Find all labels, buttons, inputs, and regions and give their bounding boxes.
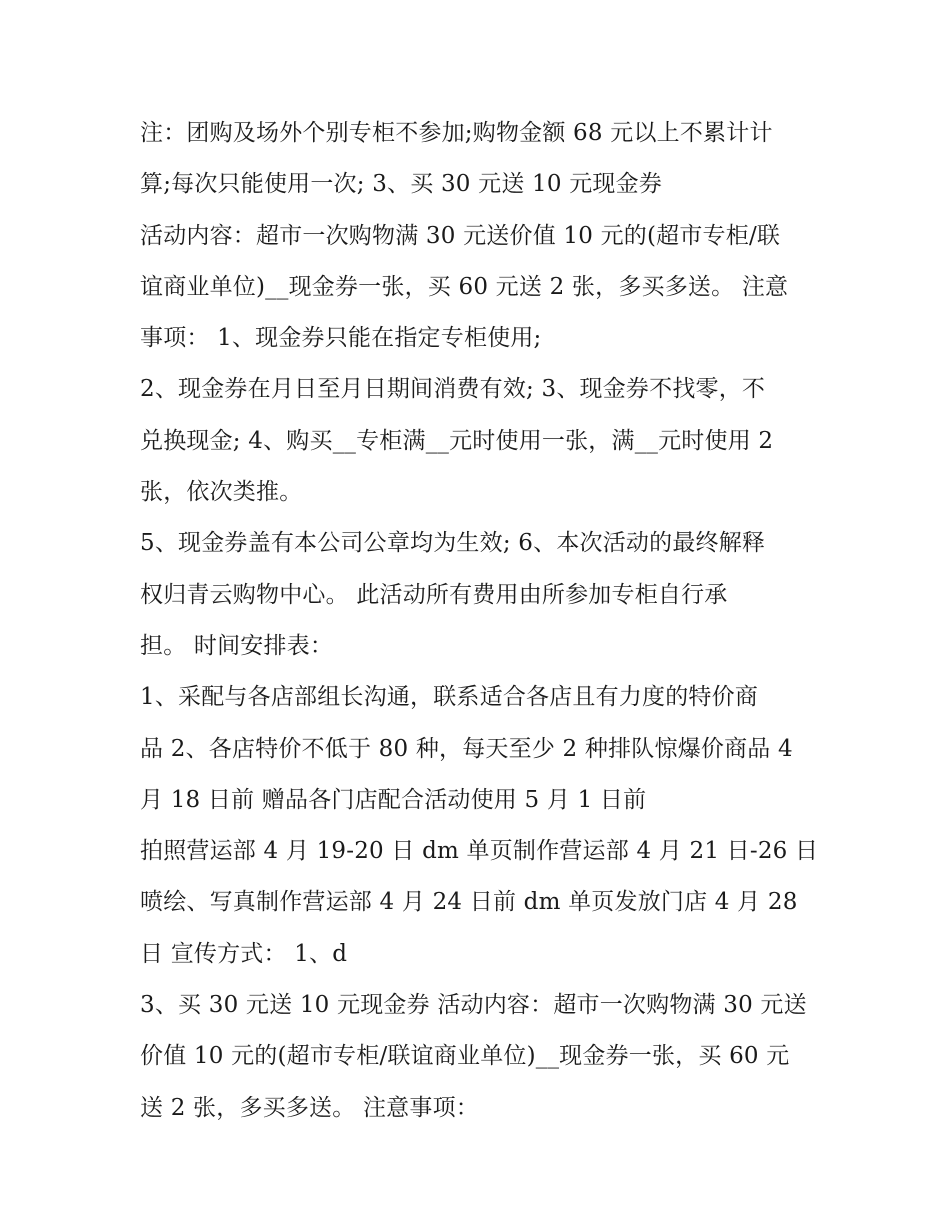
text-line: 张，依次类推。 xyxy=(140,479,303,506)
text-line: 活动内容：超市一次购物满 30 元送价值 10 元的(超市专柜/联 xyxy=(140,222,781,249)
text-line: 拍照营运部 4 月 19-20 日 dm 单页制作营运部 4 月 21 日-26 日 xyxy=(140,838,819,865)
text-line: 喷绘、写真制作营运部 4 月 24 日前 dm 单页发放门店 4 月 28 xyxy=(140,889,798,916)
text-line: 3、买 30 元送 10 元现金券 活动内容：超市一次购物满 30 元送 xyxy=(140,992,807,1019)
text-line: 月 18 日前 赠品各门店配合活动使用 5 月 1 日前 xyxy=(140,786,647,813)
document-body xyxy=(140,108,820,1134)
text-line: 谊商业单位)__现金券一张，买 60 元送 2 张，多买多送。 注意 xyxy=(140,273,789,300)
text-line: 1、采配与各店部组长沟通，联系适合各店且有力度的特价商 xyxy=(140,684,759,711)
text-line: 注：团购及场外个别专柜不参加;购物金额 68 元以上不累计计 xyxy=(140,120,773,146)
text-line: 权归青云购物中心。 此活动所有费用由所参加专柜自行承 xyxy=(140,581,728,608)
text-line: 价值 10 元的(超市专柜/联谊商业单位)__现金券一张，买 60 元 xyxy=(140,1043,790,1070)
text-line: 5、现金券盖有本公司公章均为生效; 6、本次活动的最终解释 xyxy=(140,530,766,557)
text-line: 担。 时间安排表： xyxy=(140,632,334,659)
text-line: 2、现金券在月日至月日期间消费有效; 3、现金券不找零，不 xyxy=(140,376,766,403)
text-line: 算;每次只能使用一次; 3、买 30 元送 10 元现金券 xyxy=(140,171,663,198)
text-line: 日 宣传方式： 1、d xyxy=(140,940,348,967)
text-line: 送 2 张，多买多送。 注意事项： xyxy=(140,1094,479,1121)
text-line: 兑换现金; 4、购买__专柜满__元时使用一张，满__元时使用 2 xyxy=(140,427,774,454)
text-line: 事项： 1、现金券只能在指定专柜使用; xyxy=(140,325,542,352)
text-line: 品 2、各店特价不低于 80 种，每天至少 2 种排队惊爆价商品 4 xyxy=(140,735,793,762)
